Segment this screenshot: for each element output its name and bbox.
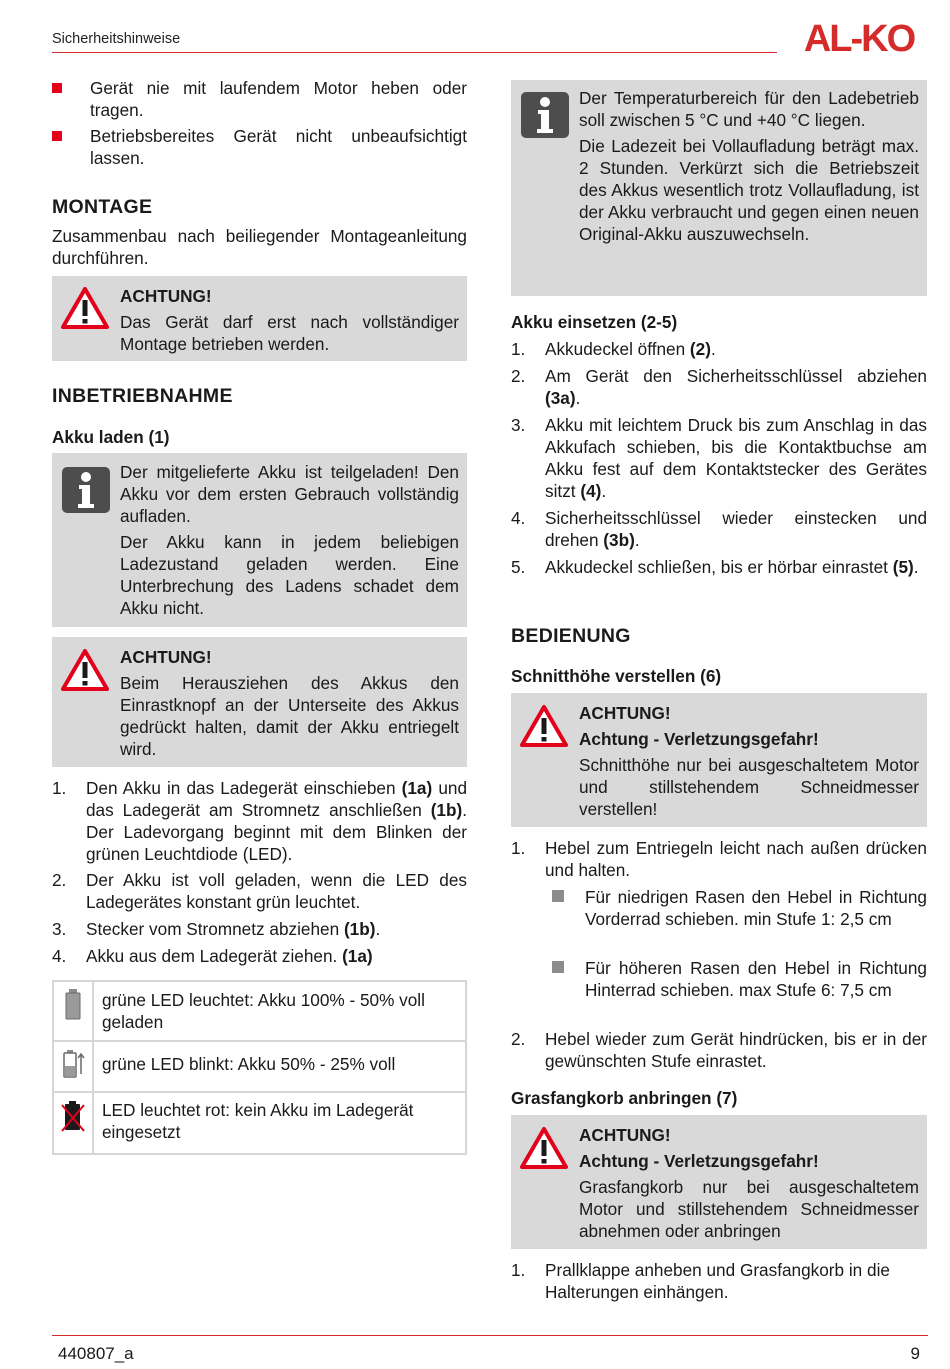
step-number: 4. <box>511 508 526 528</box>
step-text: Am Gerät den Sicherheitsschlüssel abziehen (3a). <box>545 366 927 408</box>
info-text: Der Akku kann in jedem beliebigen Ladezustand geladen werden. Eine Unterbrechung des Ladens schadet dem Akku nicht. <box>120 532 459 618</box>
akku-laden-subheading: Akku laden (1) <box>52 427 170 447</box>
step-text: Akkudeckel öffnen (2). <box>545 339 716 359</box>
alko-logo <box>788 20 930 56</box>
table-cell-icon <box>53 1092 93 1154</box>
table-cell-text: LED leuchtet rot: kein Akku im Ladegerät eingesetzt <box>93 1092 466 1154</box>
warning-box-montage <box>52 276 467 361</box>
table-row <box>53 1092 466 1154</box>
step-text: Akkudeckel schließen, bis er hörbar einrastet (5). <box>545 557 919 577</box>
step-number: 3. <box>511 415 526 435</box>
step-number: 3. <box>52 919 67 939</box>
warning-text: Beim Herausziehen des Akkus den Einrastknopf an der Unterseite des Akkus gedrückt halten, damit der Akku entriegelt wird. <box>120 673 459 759</box>
battery-full-icon <box>54 982 92 1032</box>
step-number: 1. <box>511 838 526 858</box>
montage-text: Zusammenbau nach beiliegender Montageanleitung durchführen. <box>52 226 467 268</box>
step-text: Hebel wieder zum Gerät hindrücken, bis er in der gewünschten Stufe einrastet. <box>545 1029 927 1071</box>
battery-missing-icon <box>54 1093 92 1141</box>
warning-subtitle: Achtung - Verletzungsgefahr! <box>579 729 819 749</box>
info-icon <box>62 467 110 513</box>
info-text: Der Temperaturbereich für den Ladebetrieb soll zwischen 5 °C und +40 °C liegen. <box>579 88 919 130</box>
warning-text: Das Gerät darf erst nach vollständiger Montage betrieben werden. <box>120 312 459 354</box>
led-status-table <box>52 980 467 1155</box>
warning-title: ACHTUNG! <box>579 1125 671 1145</box>
montage-heading: MONTAGE <box>52 196 153 218</box>
step-text: Stecker vom Stromnetz abziehen (1b). <box>86 919 381 939</box>
step-number: 5. <box>511 557 526 577</box>
table-cell-text: grüne LED leuchtet: Akku 100% - 50% voll geladen <box>93 981 466 1041</box>
warning-box-akku <box>52 637 467 767</box>
sub-bullet-text: Für niedrigen Rasen den Hebel in Richtung Vorderrad schieben. min Stufe 1: 2,5 cm <box>585 887 927 929</box>
footer-page-number: 9 <box>910 1344 920 1363</box>
table-cell-icon <box>53 981 93 1041</box>
battery-charging-icon <box>54 1042 92 1086</box>
info-icon <box>521 92 569 138</box>
info-box-akku-laden <box>52 453 467 627</box>
step-text: Hebel zum Entriegeln leicht nach außen drücken und halten. <box>545 838 927 880</box>
info-text: Der mitgelieferte Akku ist teilgeladen! Den Akku vor dem ersten Gebrauch vollständig aufladen. <box>120 462 459 526</box>
warning-box-schnitthoehe <box>511 693 927 827</box>
sub-bullet-text: Für höheren Rasen den Hebel in Richtung Hinterrad schieben. max Stufe 6: 7,5 cm <box>585 958 927 1000</box>
gray-bullet <box>552 961 564 973</box>
step-number: 1. <box>52 778 67 798</box>
header-section-title: Sicherheitshinweise <box>52 31 181 47</box>
warning-text: Schnitthöhe nur bei ausgeschaltetem Motor und stillstehendem Schneidmesser verstellen! <box>579 755 919 819</box>
schnitthoehe-subheading: Schnitthöhe verstellen (6) <box>511 666 722 686</box>
bullet-text: Gerät nie mit laufendem Motor heben oder tragen. <box>90 78 467 120</box>
table-row <box>53 981 466 1041</box>
step-text: Akku mit leichtem Druck bis zum Anschlag in das Akkufach schieben, bis die Kontaktbuchse am Akku fest auf dem Kontaktstecker des Gerätes sitzt (4). <box>545 415 927 501</box>
red-bullet <box>52 131 62 141</box>
gray-bullet <box>552 890 564 902</box>
step-number: 1. <box>511 1260 526 1280</box>
warning-subtitle: Achtung - Verletzungsgefahr! <box>579 1151 819 1171</box>
step-text: Den Akku in das Ladegerät einschieben (1a) und das Ladegerät am Stromnetz anschließen (1b). Der Ladevorgang beginnt mit dem Blinken der grünen Leuchtdiode (LED). <box>86 778 467 864</box>
footer-doc-number: 440807_a <box>58 1344 134 1363</box>
bedienung-heading: BEDIENUNG <box>511 625 631 647</box>
warning-triangle-icon <box>60 286 110 330</box>
step-number: 2. <box>511 1029 526 1049</box>
step-number: 2. <box>52 870 67 890</box>
warning-triangle-icon <box>519 1126 569 1170</box>
table-cell-icon <box>53 1041 93 1092</box>
inbetriebnahme-heading: INBETRIEBNAHME <box>52 385 233 407</box>
warning-box-grasfangkorb <box>511 1115 927 1249</box>
step-text: Der Akku ist voll geladen, wenn die LED des Ladegerätes konstant grün leuchtet. <box>86 870 467 912</box>
warning-title: ACHTUNG! <box>120 647 212 667</box>
warning-title: ACHTUNG! <box>579 703 671 723</box>
step-text: Sicherheitsschlüssel wieder einstecken und drehen (3b). <box>545 508 927 550</box>
warning-title: ACHTUNG! <box>120 286 212 306</box>
step-number: 2. <box>511 366 526 386</box>
logo-text: AL-KO <box>803 20 915 56</box>
step-number: 4. <box>52 946 67 966</box>
akku-einsetzen-subheading: Akku einsetzen (2-5) <box>511 312 678 332</box>
grasfangkorb-subheading: Grasfangkorb anbringen (7) <box>511 1088 738 1108</box>
info-box-temperature <box>511 80 927 296</box>
warning-text: Grasfangkorb nur bei ausgeschaltetem Motor und stillstehendem Schneidmesser abnehmen oder anbringen <box>579 1177 919 1241</box>
red-bullet <box>52 83 62 93</box>
warning-triangle-icon <box>519 704 569 748</box>
step-text: Akku aus dem Ladegerät ziehen. (1a) <box>86 946 373 966</box>
header-rule <box>52 52 777 53</box>
footer-rule <box>52 1335 928 1336</box>
step-number: 1. <box>511 339 526 359</box>
step-text: Prallklappe anheben und Grasfangkorb in die Halterungen einhängen. <box>545 1260 890 1302</box>
bullet-text: Betriebsbereites Gerät nicht unbeaufsichtigt lassen. <box>90 126 467 168</box>
warning-triangle-icon <box>60 648 110 692</box>
table-cell-text: grüne LED blinkt: Akku 50% - 25% voll <box>93 1041 466 1092</box>
info-text: Die Ladezeit bei Vollaufladung beträgt max. 2 Stunden. Verkürzt sich die Betriebszeit des Akkus wesentlich trotz Vollaufladung, ist der Akku verbraucht und gegen einen neuen Original-Akku auszuwechseln. <box>579 136 919 244</box>
table-row <box>53 1041 466 1092</box>
